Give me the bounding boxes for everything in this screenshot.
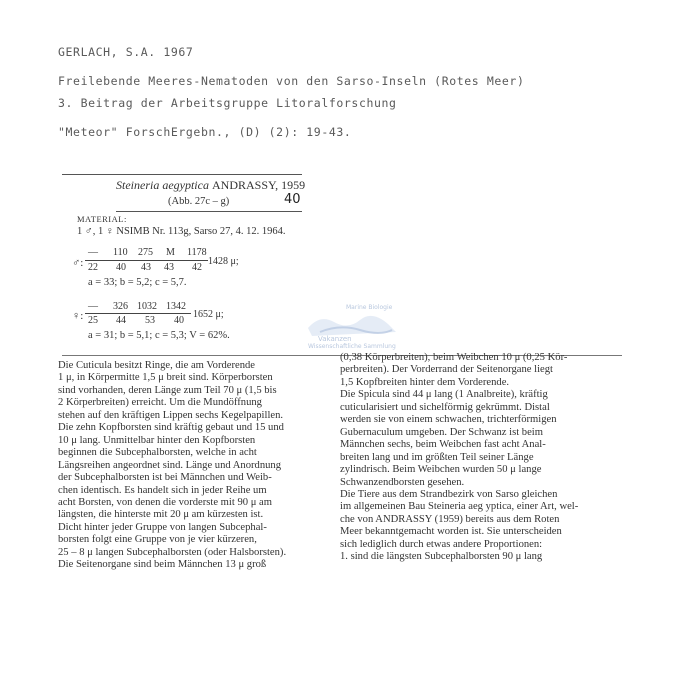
male-total-length: 1428 μ; (208, 256, 239, 267)
text-line: Männchen sechs, beim Weibchen fast acht Anal- (340, 439, 546, 451)
text-line: che von ANDRASSY (1959) bereits aus dem Roten (340, 513, 560, 525)
text-line: beginnen die Subcephalborsten, welche in acht (58, 447, 257, 459)
text-line: 25 – 8 μ langen Subcephalborsten (oder Halsborsten). (58, 546, 287, 558)
stamp-line-3: Wissenschaftliche Sammlung (308, 343, 396, 350)
text-line: Die Cuticula besitzt Ringe, die am Vorderende (58, 360, 256, 371)
species-authority: ANDRASSY, 1959 (211, 178, 306, 192)
female-top-3: 1342 (166, 301, 186, 312)
female-top-1: 326 (113, 301, 128, 312)
text-line: sich lediglich durch etwas andere Proportionen: (340, 538, 543, 550)
text-line: im allgemeinen Bau Steineria aeg yptica, einer Art, wel- (340, 501, 579, 513)
male-bottom-3: 43 (164, 262, 174, 273)
text-line: Meer bekanntgemacht worden ist. Sie unterscheiden (340, 526, 562, 538)
male-symbol: ♂: (72, 257, 84, 269)
female-symbol: ♀: (72, 310, 84, 322)
text-line: Die zehn Kopfborsten sind kräftig gebaut und 15 und (58, 422, 284, 434)
text-line: der Subcephalborsten ist bei Männchen und Weib- (58, 472, 272, 484)
male-top-0: — (88, 247, 98, 258)
female-top-0: — (88, 301, 98, 312)
text-line: (0,38 Körperbreiten), beim Weibchen 10 μ (0,25 Kör- (340, 352, 568, 363)
text-line: 2 Körperbreiten) erreicht. Um die Mundöffnung (58, 397, 262, 409)
material-label: MATERIAL: (77, 214, 127, 224)
heading-rule (116, 211, 302, 212)
text-line: Gubernaculum umgeben. Der Schwanz ist beim (340, 426, 543, 438)
female-top-2: 1032 (137, 301, 157, 312)
female-bottom-3: 40 (174, 315, 184, 326)
material-line: 1 ♂, 1 ♀ NSIMB Nr. 113g, Sarso 27, 4. 12. 1964. (77, 226, 286, 237)
female-ratios: a = 31; b = 5,1; c = 5,3; V = 62%. (88, 330, 230, 341)
citation-author-year: GERLACH, S.A. 1967 (58, 45, 194, 59)
library-stamp (300, 302, 410, 350)
text-line: Die Spicula sind 44 μ lang (1 Analbreite), kräftig (340, 389, 548, 401)
text-line: breiten lang und im größten Teil seiner Länge (340, 451, 534, 463)
male-ratios: a = 33; b = 5,2; c = 5,7. (88, 277, 187, 288)
male-bottom-0: 22 (88, 262, 98, 273)
stamp-line-2: Vakanzen (318, 335, 352, 343)
species-heading (116, 178, 305, 193)
female-total-length: 1652 μ; (193, 309, 224, 320)
top-rule (62, 174, 302, 175)
figure-reference: (Abb. 27c – g) (168, 196, 230, 207)
text-line: Dicht hinter jeder Gruppe von langen Subcephal- (58, 521, 267, 533)
right-text-column (340, 352, 612, 564)
female-bottom-1: 44 (116, 315, 126, 326)
text-line: 1 μ, in Körpermitte 1,5 μ breit sind. Körperborsten (58, 372, 273, 384)
text-line: 1,5 Kopfbreiten hinter dem Vorderende. (340, 376, 510, 388)
text-line: Die Tiere aus dem Strandbezirk von Sarso gleichen (340, 488, 558, 500)
text-line: perbreiten). Der Vorderrand der Seitenorgane liegt (340, 364, 553, 376)
male-top-1: 110 (113, 247, 128, 258)
left-text-column (58, 360, 324, 572)
stamp-line-1: Marine Biologie (346, 304, 393, 311)
female-bottom-2: 53 (145, 315, 155, 326)
text-line: zylindrisch. Beim Weibchen wurden 50 μ lange (340, 464, 542, 476)
citation-journal: "Meteor" ForschErgebn., (D) (2): 19-43. (58, 125, 352, 139)
text-line: acht Borsten, von denen die vorderste mit 90 μ am (58, 496, 272, 508)
female-fraction-bar (85, 313, 191, 314)
male-top-2: 275 (138, 247, 153, 258)
female-bottom-0: 25 (88, 315, 98, 326)
citation-series: 3. Beitrag der Arbeitsgruppe Litoralforschung (58, 96, 397, 110)
text-line: borsten folgt eine Gruppe von je vier kürzeren, (58, 534, 257, 546)
male-bottom-1: 40 (116, 262, 126, 273)
male-top-3: M (166, 247, 175, 258)
text-line: Schwanzendborsten gesehen. (340, 476, 465, 488)
male-top-4: 1178 (187, 247, 207, 258)
text-line: längsten, die hinterste mit 20 μ am kürzesten ist. (58, 509, 264, 521)
text-line: Die Seitenorgane sind beim Männchen 13 μ groß (58, 559, 267, 571)
text-line: cuticularisiert und sichelförmig gekrümmt. Distal (340, 401, 550, 413)
male-bottom-4: 42 (192, 262, 202, 273)
text-line: Längsreihen angeordnet sind. Länge und Anordnung (58, 459, 282, 471)
male-bottom-2: 43 (141, 262, 151, 273)
text-line: stehen auf den kräftigen Lippen sechs Kegelpapillen. (58, 409, 284, 421)
species-name: Steineria aegyptica (116, 178, 209, 192)
text-line: werden sie von einem schwachen, trichterförmigen (340, 414, 557, 426)
male-fraction-bar (85, 260, 208, 261)
text-line: 1. sind die längsten Subcephalborsten 90 μ lang (340, 551, 543, 563)
handwritten-page-number: 40 (284, 192, 301, 207)
text-line: chen identisch. Es handelt sich in jeder Reihe um (58, 484, 267, 496)
text-line: sind vorhanden, deren Länge zum Teil 70 μ (1,5 bis (58, 384, 277, 396)
text-line: 10 μ lang. Unmittelbar hinter den Kopfborsten (58, 434, 256, 446)
citation-title: Freilebende Meeres-Nematoden von den Sarso-Inseln (Rotes Meer) (58, 74, 525, 88)
